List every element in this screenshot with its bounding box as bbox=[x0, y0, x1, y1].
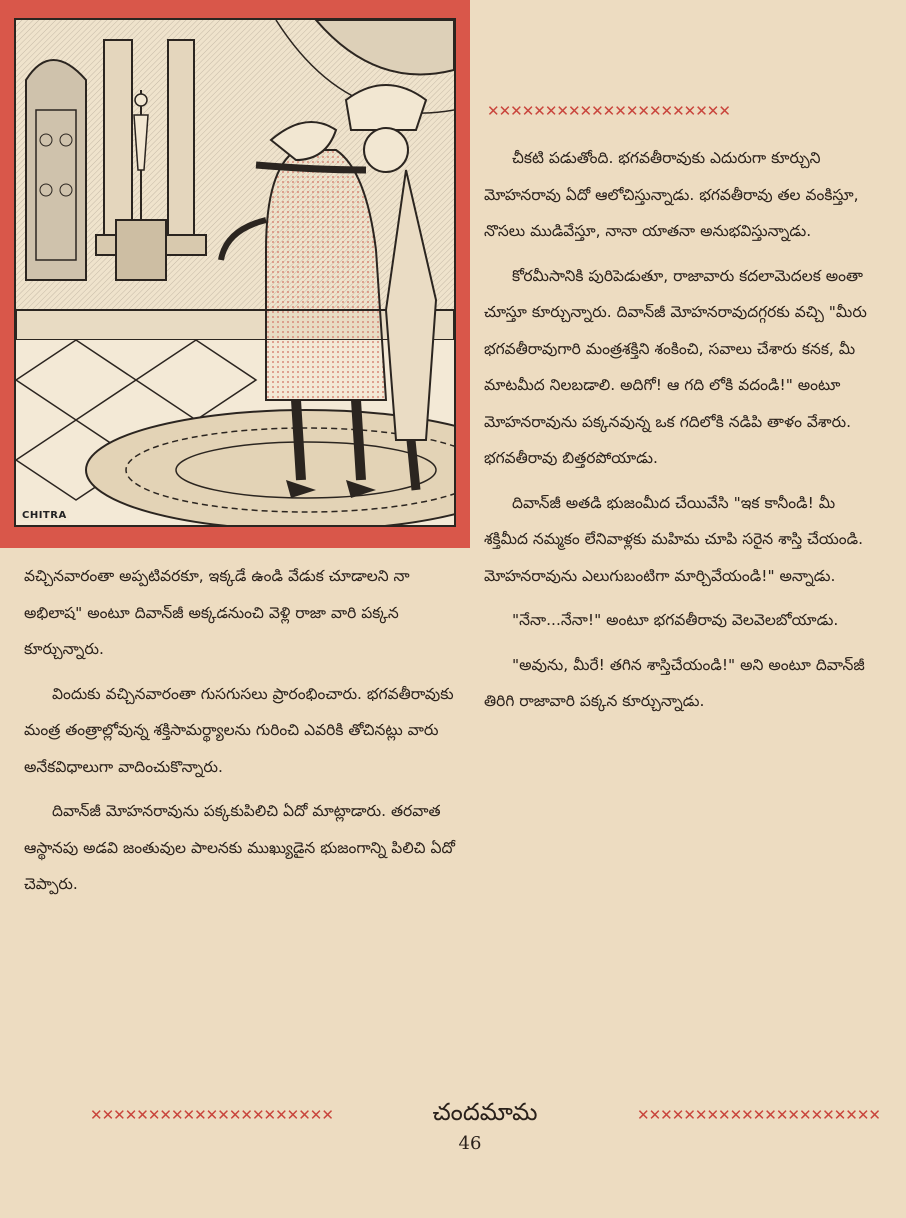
illustration bbox=[16, 20, 454, 525]
ornamental-border-top bbox=[487, 100, 869, 122]
text-column-left bbox=[24, 558, 462, 911]
artist-signature: CHITRA bbox=[22, 510, 67, 521]
paragraph: చీకటి పడుతోంది. భగవతీరావుకు ఎదురుగా కూర్చుని మోహనరావు ఏదో ఆలోచిస్తున్నాడు. భగవతీరావు తల వంకిస్తూ, నొసలు ముడివేస్తూ, నానా యాతనా అనుభవిస్తున్నాడు. bbox=[484, 149, 859, 240]
ornament-right: ✕✕✕✕✕✕✕✕✕✕✕✕✕✕✕✕✕✕✕✕✕ bbox=[637, 1106, 880, 1124]
illustration-frame bbox=[0, 0, 470, 548]
ornament-pattern: ✕✕✕✕✕✕✕✕✕✕✕✕✕✕✕✕✕✕✕✕✕ bbox=[487, 102, 730, 120]
paragraph: విందుకు వచ్చినవారంతా గుసగుసలు ప్రారంభించారు. భగవతీరావుకు మంత్ర తంత్రాల్లోవున్న శక్తిసామర్థ్యాలను గురించి ఎవరికి తోచినట్లు వారు అనేకవిధాలుగా వాదించుకొన్నారు. bbox=[24, 684, 454, 776]
paragraph: "నేనా...నేనా!" అంటూ భగవతీరావు వెలవెలబోయాడు. bbox=[512, 611, 839, 629]
ornament-left: ✕✕✕✕✕✕✕✕✕✕✕✕✕✕✕✕✕✕✕✕✕ bbox=[90, 1106, 333, 1124]
text-column-right bbox=[484, 140, 884, 728]
magazine-title: చందమామ bbox=[432, 1098, 538, 1126]
palace-scene-drawing bbox=[16, 20, 454, 525]
paragraph: దివాన్‌జీ మోహనరావును పక్కకుపిలిచి ఏదో మాట్లాడారు. తరవాత ఆస్థానపు అడవి జంతువుల పాలనకు ముఖ్యుడైన భుజంగాన్ని పిలిచి ఏదో చెప్పారు. bbox=[24, 802, 455, 893]
paragraph: "అవును, మీరే! తగిన శాస్తిచేయండి!" అని అంటూ దివాన్‌జీ తిరిగి రాజావారి పక్కన కూర్చున్నాడు. bbox=[484, 655, 865, 710]
paragraph: వచ్చినవారంతా అప్పటివరకూ, ఇక్కడే ఉండి వేడుక చూడాలని నా అభిలాష" అంటూ దివాన్‌జీ అక్కడనుంచి వెళ్లి రాజా వారి పక్కన కూర్చున్నారు. bbox=[24, 567, 410, 658]
page-number: 46 bbox=[458, 1133, 482, 1154]
page-footer bbox=[90, 1100, 880, 1130]
paragraph: కోరమీసానికి పురిపెడుతూ, రాజావారు కదలామెదలక అంతా చూస్తూ కూర్చున్నారు. దివాన్‌జీ మోహనరావుదగ్గరకు వచ్చి "మీరు భగవతీరావుగారి మంత్రశక్తిని శంకించి, సవాలు చేశారు కనక, మీ మాటమీద నిలబడాలి. అదిగో! ఆ గది లోకి వదండి!" అంటూ మోహనరావును పక్కనవున్న ఒక గదిలోకి నడిపి తాళం వేశారు. భగవతీరావు బిత్తరపోయాడు. bbox=[484, 266, 867, 467]
paragraph: దివాన్‌జీ అతడి భుజంమీద చేయివేసి "ఇక కానీండి! మీ శక్తిమీద నమ్మకం లేనివాళ్లకు మహిమ చూపి సరైన శాస్తి చేయండి. మోహనరావును ఎలుగుబంటిగా మార్చివేయండి!" అన్నాడు. bbox=[484, 493, 864, 585]
